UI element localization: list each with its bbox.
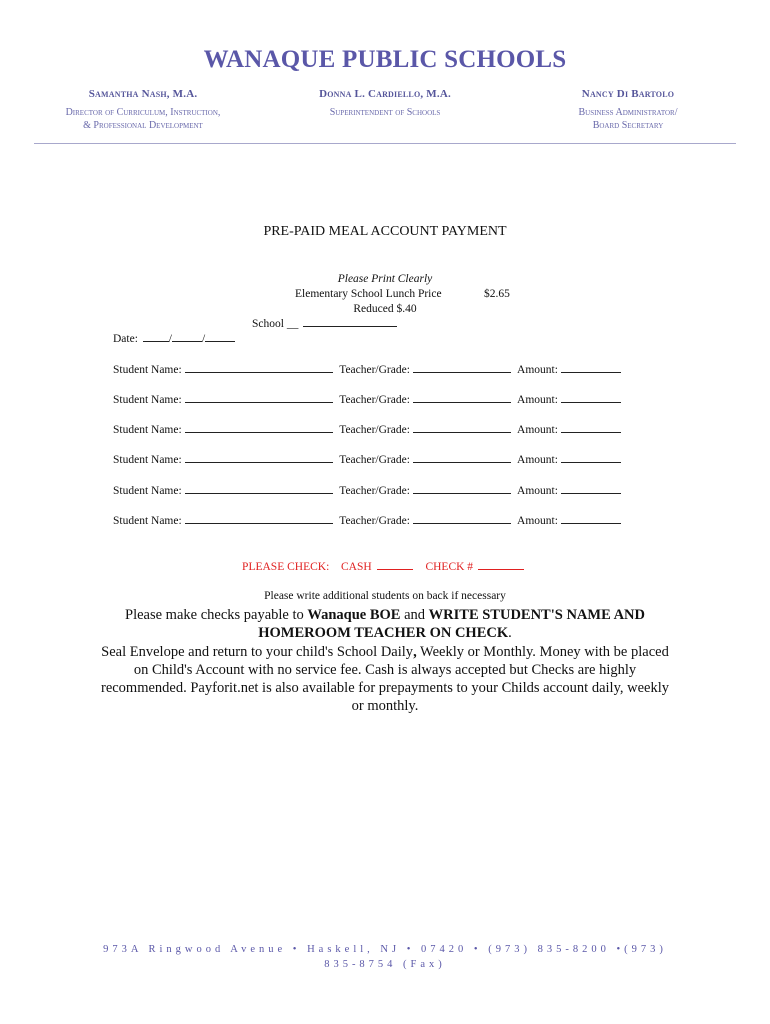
staff-role-line1: Superintendent of Schools bbox=[329, 107, 441, 118]
student-name-blank[interactable] bbox=[185, 492, 333, 494]
student-name-label: Student Name: bbox=[113, 364, 182, 376]
school-blank[interactable] bbox=[303, 325, 397, 327]
additional-students-note: Please write additional students on back if necessary bbox=[264, 590, 506, 602]
cash-label: CASH bbox=[341, 561, 372, 573]
payment-method-line bbox=[0, 561, 770, 573]
teacher-grade-label: Teacher/Grade: bbox=[339, 454, 410, 466]
teacher-grade-blank[interactable] bbox=[413, 431, 511, 433]
student-row[interactable] bbox=[113, 485, 625, 497]
student-name-blank[interactable] bbox=[185, 401, 333, 403]
student-row[interactable] bbox=[113, 364, 625, 376]
staff-role-line1: Director of Curriculum, Instruction, bbox=[65, 107, 221, 118]
period-text: . bbox=[508, 625, 512, 641]
staff-name: Donna L. Cardiello, M.A. bbox=[319, 88, 451, 100]
amount-label: Amount: bbox=[517, 424, 558, 436]
student-row[interactable] bbox=[113, 515, 625, 527]
date-field[interactable]: Date: / / bbox=[113, 333, 239, 345]
amount-blank[interactable] bbox=[561, 522, 621, 524]
date-year-blank[interactable] bbox=[205, 340, 235, 342]
school-field[interactable] bbox=[252, 318, 401, 330]
teacher-grade-label: Teacher/Grade: bbox=[339, 515, 410, 527]
teacher-grade-label: Teacher/Grade: bbox=[339, 364, 410, 376]
please-check-label: PLEASE CHECK: bbox=[242, 561, 330, 573]
lunch-price-value: $2.65 bbox=[484, 288, 510, 300]
amount-blank[interactable] bbox=[561, 492, 621, 494]
staff-role-line2: Board Secretary bbox=[592, 120, 664, 131]
letterhead-title: WANAQUE PUBLIC SCHOOLS bbox=[203, 46, 567, 73]
teacher-grade-label: Teacher/Grade: bbox=[339, 394, 410, 406]
student-row[interactable] bbox=[113, 454, 625, 466]
payee-name: Wanaque BOE bbox=[307, 607, 401, 623]
footer-line2: 835-8754 (Fax) bbox=[324, 959, 446, 970]
amount-label: Amount: bbox=[517, 515, 558, 527]
student-name-blank[interactable] bbox=[185, 461, 333, 463]
lunch-price-label: Elementary School Lunch Price bbox=[295, 288, 442, 300]
payable-text: Please make checks payable to bbox=[125, 607, 308, 623]
amount-label: Amount: bbox=[517, 485, 558, 497]
staff-role-line1: Business Administrator/ bbox=[578, 107, 678, 118]
teacher-grade-blank[interactable] bbox=[413, 522, 511, 524]
student-name-blank[interactable] bbox=[185, 431, 333, 433]
date-month-blank[interactable] bbox=[143, 340, 169, 342]
form-title: PRE-PAID MEAL ACCOUNT PAYMENT bbox=[263, 224, 507, 239]
teacher-grade-blank[interactable] bbox=[413, 371, 511, 373]
footer-line1: 973A Ringwood Avenue • Haskell, NJ • 07420 • (973) 835-8200 •(973) bbox=[103, 944, 667, 955]
amount-label: Amount: bbox=[517, 364, 558, 376]
date-label: Date: bbox=[113, 333, 138, 345]
student-row[interactable] bbox=[113, 394, 625, 406]
student-name-label: Student Name: bbox=[113, 485, 182, 497]
amount-blank[interactable] bbox=[561, 371, 621, 373]
write-name-instruction: WRITE STUDENT'S NAME AND HOMEROOM TEACHER ON CHECK bbox=[258, 607, 645, 641]
amount-blank[interactable] bbox=[561, 431, 621, 433]
staff-role-line2: & Professional Development bbox=[83, 120, 203, 131]
student-row[interactable] bbox=[113, 424, 625, 436]
staff-name: Samantha Nash, M.A. bbox=[88, 88, 198, 100]
student-name-label: Student Name: bbox=[113, 394, 182, 406]
teacher-grade-blank[interactable] bbox=[413, 492, 511, 494]
school-label: School __ bbox=[252, 318, 299, 330]
check-number-label: CHECK # bbox=[425, 561, 474, 573]
connector-text: and bbox=[400, 607, 429, 623]
return-text-rest: Weekly or Monthly. Money with be placed on Child's Account with no service fee. Cash is always accepted but Checks are highly recommended. Payforit.net is also available for prepayments to your Childs account daily, weekly or monthly. bbox=[100, 644, 670, 714]
staff-block-business-admin bbox=[532, 88, 724, 132]
staff-block-superintendent bbox=[285, 88, 485, 119]
date-day-blank[interactable] bbox=[172, 340, 202, 342]
student-name-label: Student Name: bbox=[113, 424, 182, 436]
comma-text: , bbox=[413, 644, 417, 660]
teacher-grade-label: Teacher/Grade: bbox=[339, 485, 410, 497]
amount-label: Amount: bbox=[517, 394, 558, 406]
footer-address bbox=[80, 942, 690, 972]
student-name-blank[interactable] bbox=[185, 371, 333, 373]
student-name-blank[interactable] bbox=[185, 522, 333, 524]
amount-label: Amount: bbox=[517, 454, 558, 466]
student-name-label: Student Name: bbox=[113, 454, 182, 466]
payable-instructions bbox=[100, 606, 670, 642]
staff-block-curriculum bbox=[40, 88, 246, 132]
return-text: Seal Envelope and return to your child's School Daily bbox=[101, 644, 414, 660]
student-name-label: Student Name: bbox=[113, 515, 182, 527]
cash-blank[interactable] bbox=[377, 568, 413, 570]
return-instructions bbox=[100, 643, 670, 715]
amount-blank[interactable] bbox=[561, 401, 621, 403]
check-number-blank[interactable] bbox=[478, 568, 524, 570]
teacher-grade-blank[interactable] bbox=[413, 401, 511, 403]
teacher-grade-label: Teacher/Grade: bbox=[339, 424, 410, 436]
header-divider bbox=[34, 143, 736, 144]
amount-blank[interactable] bbox=[561, 461, 621, 463]
staff-name: Nancy Di Bartolo bbox=[581, 88, 675, 100]
teacher-grade-blank[interactable] bbox=[413, 461, 511, 463]
print-clearly-note: Please Print Clearly bbox=[337, 273, 433, 285]
reduced-price: Reduced $.40 bbox=[353, 303, 417, 315]
